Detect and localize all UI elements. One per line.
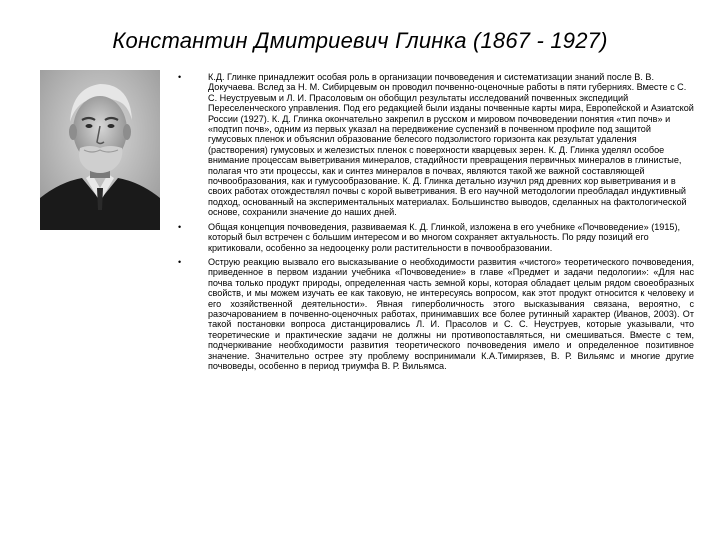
bullet-marker: • [178,256,182,267]
portrait-image [40,70,160,230]
bullet-text: Общая концепция почвоведения, развиваемая К. Д. Глинкой, изложена в его учебнике «Почвоведение» (1915), который был встречен с большим интересом и во многом сохраняет актуальность. По ряду позиций его критиковали, особенно за недооценку роли растительности в почвообразовании. [208,221,681,253]
bullet-list [176,72,694,371]
bullet-text: Острую реакцию вызвало его высказывание о необходимости развития «чистого» теоретического почвоведения, приведенное в первом издании учебника «Почвоведение» в главе «Предмет и задачи педологии»: «Для нас почва только продукт природы, определенная часть земной коры, которая обладает целым рядом своеобразных свойств, и мы можем изучать ее как таковую, не интересуясь вопросом, как этот продукт относится к человеку и его хозяйственной деятельности». Явная гиперболичность этого высказывания связана, вероятно, с разочарованием в почвенно-оценочных работах, принимавших все более рутинный характер (Иванов, 2003). От такой постановки вопроса дистанцировались Л. И. Прасолов и С. С. Неуструев, которые указывали, что теоретические и практические задачи не должны ни противопоставляться, ни смешиваться. Вместе с тем, подчеркивание необходимости развития теоретического почвоведения имело и определенное позитивное значение. Значительно острее эту проблему воспринимали К.А.Тимирязев, В. Р. Вильямс и многие другие почвоведы, особенно в период триумфа В. Р. Вильямса. [208,256,694,371]
bullet-item [176,257,694,371]
portrait-photo [40,70,160,230]
bullet-marker: • [178,72,182,82]
bullet-item [176,222,694,253]
slide-title: Константин Дмитриевич Глинка (1867 - 1927) [112,28,608,53]
bullet-item [176,72,694,218]
bullet-text: К.Д. Глинке принадлежит особая роль в организации почвоведения и систематизации знаний после В. В. Докучаева. Вслед за Н. М. Сибирцевым он проводил почвенно-оценочные работы в пяти губерниях. Вместе с С. С. Неуструевым и Л. И. Прасоловым он обобщил результаты исследований почвенных экспедиций Переселенческого управления. Под его редакцией были изданы почвенные карты мира, Европейской и Азиатской России (1927). К. Д. Глинка окончательно закрепил в русском и мировом почвоведении понятия «тип почв» и «подтип почв», одним из первых указал на передвижение суспензий в почвенном профиле под защитой гумусовых пленок и объяснил образование белесого подзолистого горизонта как результат удаления (растворения) гумусовых и железистых пленок с поверхности кварцевых зерен. К. Д. Глинка уделял особое внимание процессам выветривания минералов, стадийности превращения первичных минералов в глинистые, полагая что эти процессы, как и синтез минералов в почвах, являются такой же важной составляющей почвообразования, как и гумусообразование. К. Д. Глинка детально изучил ряд древних кор выветривания и в своих работах отождествлял почвы с корой выветривания. В его научной методологии преобладал индуктивный подход, основанный на экспериментальных материалах. Большинство выводов, сделанных на фактологической основе, сохранили значение до наших дней. [208,72,694,218]
bullet-marker: • [178,221,182,232]
